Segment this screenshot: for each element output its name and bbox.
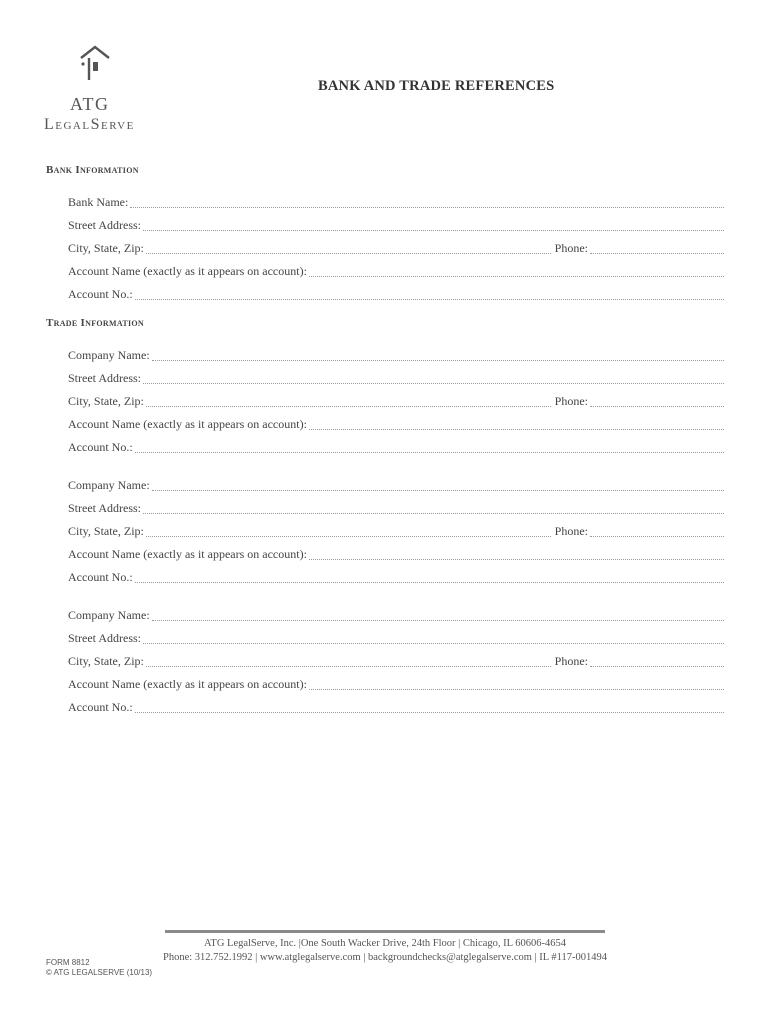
trade3-account-no-row bbox=[68, 697, 724, 715]
field-label: Account Name (exactly as it appears on account): bbox=[68, 417, 307, 431]
bank-account-no-row bbox=[68, 284, 724, 302]
trade3-city-field[interactable] bbox=[146, 654, 551, 667]
trade3-account-name-row bbox=[68, 674, 724, 692]
trade1-city-row bbox=[68, 391, 724, 409]
trade1-account-name-row bbox=[68, 414, 724, 432]
footer-contact: Phone: 312.752.1992 | www.atglegalserve.com | backgroundchecks@atglegalserve.com | IL #117-001494 bbox=[162, 952, 608, 963]
field-label: Account Name (exactly as it appears on account): bbox=[68, 547, 307, 561]
bank-city-row bbox=[68, 238, 724, 256]
bank-account-no-field[interactable] bbox=[135, 287, 724, 300]
trade3-account-name-field[interactable] bbox=[309, 677, 724, 690]
field-label: Street Address: bbox=[68, 218, 141, 232]
bank-city-field[interactable] bbox=[146, 241, 551, 254]
form-number-block bbox=[46, 958, 152, 978]
trade2-company-field[interactable] bbox=[152, 478, 724, 491]
field-label: City, State, Zip: bbox=[68, 524, 144, 538]
footer-address: ATG LegalServe, Inc. |One South Wacker Drive, 24th Floor | Chicago, IL 60606-4654 bbox=[203, 938, 567, 949]
trade1-company-field[interactable] bbox=[152, 348, 724, 361]
field-label: City, State, Zip: bbox=[68, 654, 144, 668]
logo-text-atg: ATG bbox=[70, 94, 110, 114]
field-label: Street Address: bbox=[68, 371, 141, 385]
trade3-city-row bbox=[68, 651, 724, 669]
field-label: Company Name: bbox=[68, 608, 150, 622]
trade1-phone-field[interactable] bbox=[590, 394, 724, 407]
trade3-phone-field[interactable] bbox=[590, 654, 724, 667]
trade3-company-row bbox=[68, 605, 724, 623]
field-label: City, State, Zip: bbox=[68, 394, 144, 408]
field-label: Street Address: bbox=[68, 501, 141, 515]
field-label: Account No.: bbox=[68, 440, 133, 454]
trade2-city-row bbox=[68, 521, 724, 539]
field-label: Account No.: bbox=[68, 570, 133, 584]
trade3-street-field[interactable] bbox=[143, 631, 724, 644]
logo-text-legalserve: LegalServe bbox=[44, 116, 135, 133]
bank-account-name-field[interactable] bbox=[309, 264, 724, 277]
field-label: Account No.: bbox=[68, 287, 133, 301]
field-label: City, State, Zip: bbox=[68, 241, 144, 255]
trade2-street-row bbox=[68, 498, 724, 516]
trade3-account-no-field[interactable] bbox=[135, 700, 724, 713]
page-title: BANK AND TRADE REFERENCES bbox=[318, 78, 555, 94]
trade1-street-field[interactable] bbox=[143, 371, 724, 384]
bank-street-field[interactable] bbox=[143, 218, 724, 231]
trade1-account-no-row bbox=[68, 437, 724, 455]
field-label: Account Name (exactly as it appears on account): bbox=[68, 264, 307, 278]
bank-phone-field[interactable] bbox=[590, 241, 724, 254]
footer-divider bbox=[165, 930, 605, 933]
trade2-city-field[interactable] bbox=[146, 524, 551, 537]
field-label: Street Address: bbox=[68, 631, 141, 645]
company-logo bbox=[44, 44, 154, 84]
bank-street-row bbox=[68, 215, 724, 233]
trade2-account-name-row bbox=[68, 544, 724, 562]
field-label: Company Name: bbox=[68, 478, 150, 492]
bank-name-field[interactable] bbox=[130, 195, 724, 208]
trade3-street-row bbox=[68, 628, 724, 646]
field-label: Phone: bbox=[554, 241, 588, 255]
form-number: FORM 8812 bbox=[46, 958, 90, 967]
house-logo-icon bbox=[77, 44, 113, 84]
trade3-company-field[interactable] bbox=[152, 608, 724, 621]
field-label: Account No.: bbox=[68, 700, 133, 714]
trade2-account-no-row bbox=[68, 567, 724, 585]
trade2-company-row bbox=[68, 475, 724, 493]
bank-name-row bbox=[68, 192, 724, 210]
trade2-account-name-field[interactable] bbox=[309, 547, 724, 560]
trade1-company-row bbox=[68, 345, 724, 363]
copyright: © ATG LEGALSERVE (10/13) bbox=[46, 968, 153, 977]
trade-section-heading: Trade Information bbox=[46, 317, 144, 329]
trade1-city-field[interactable] bbox=[146, 394, 551, 407]
trade1-account-no-field[interactable] bbox=[135, 440, 724, 453]
field-label: Phone: bbox=[554, 394, 588, 408]
trade2-street-field[interactable] bbox=[143, 501, 724, 514]
field-label: Bank Name: bbox=[68, 195, 129, 209]
trade1-street-row bbox=[68, 368, 724, 386]
field-label: Account Name (exactly as it appears on account): bbox=[68, 677, 307, 691]
field-label: Phone: bbox=[554, 524, 588, 538]
bank-section-heading: Bank Information bbox=[46, 164, 139, 176]
field-label: Phone: bbox=[554, 654, 588, 668]
trade2-account-no-field[interactable] bbox=[135, 570, 724, 583]
trade2-phone-field[interactable] bbox=[590, 524, 724, 537]
bank-account-name-row bbox=[68, 261, 724, 279]
field-label: Company Name: bbox=[68, 348, 150, 362]
trade1-account-name-field[interactable] bbox=[309, 417, 724, 430]
